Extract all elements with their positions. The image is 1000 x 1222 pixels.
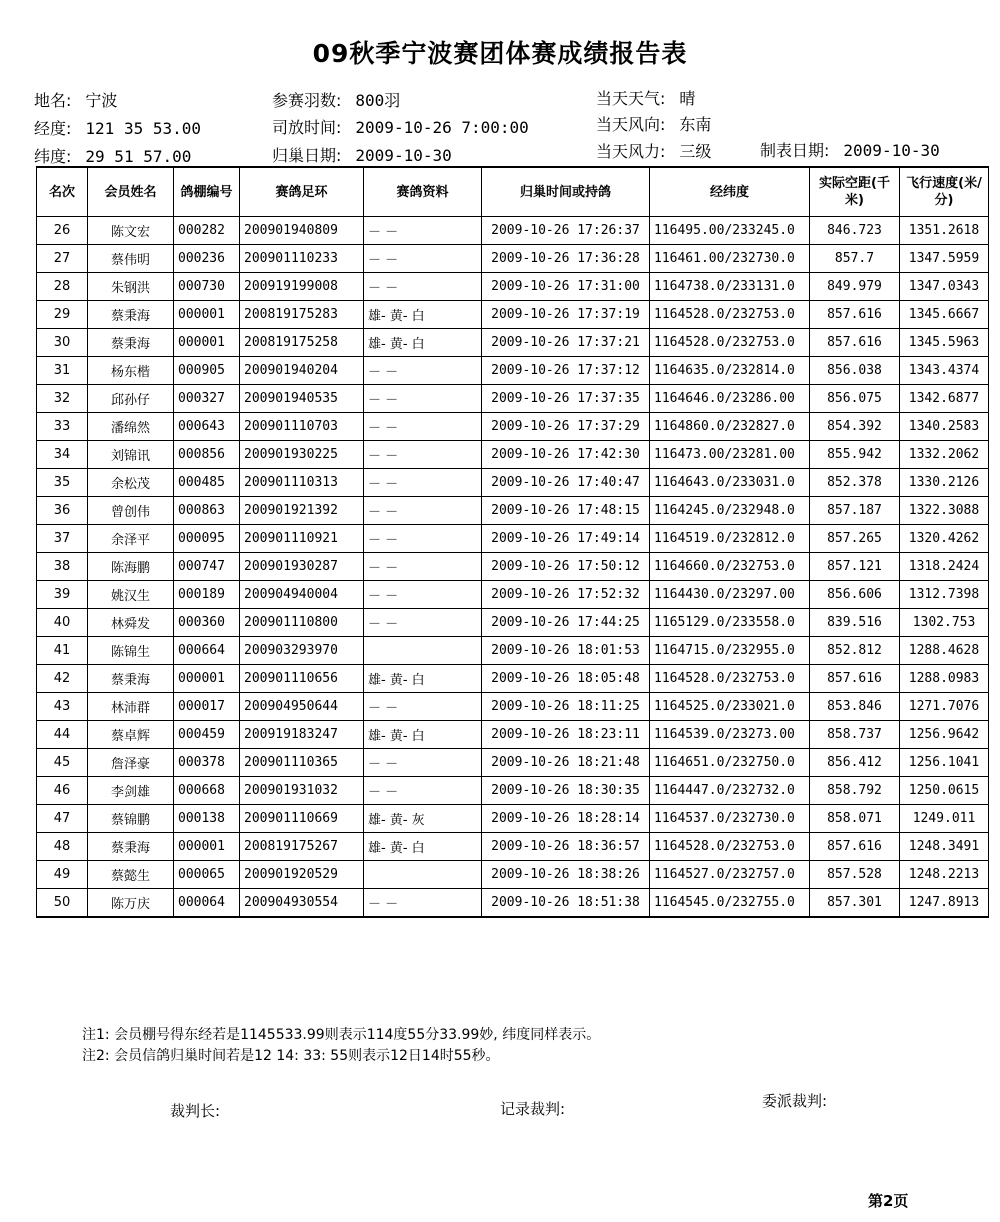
cell-speed: 1322.3088	[900, 497, 989, 525]
cell-coord: 1164528.0/232753.0	[650, 833, 810, 861]
cell-info: － －	[364, 217, 482, 245]
cell-loft: 000189	[174, 581, 240, 609]
cell-dist: 856.038	[810, 357, 900, 385]
cell-info: 雄- 黄- 白	[364, 721, 482, 749]
cell-speed: 1271.7076	[900, 693, 989, 721]
cell-loft: 000856	[174, 441, 240, 469]
cell-coord: 1164527.0/232757.0	[650, 861, 810, 889]
table-row	[37, 385, 989, 413]
cell-coord: 1164539.0/23273.00	[650, 721, 810, 749]
cell-time: 2009-10-26 17:37:19	[482, 301, 650, 329]
cell-info: － －	[364, 553, 482, 581]
cell-ring: 200819175283	[240, 301, 364, 329]
cell-dist: 857.616	[810, 329, 900, 357]
cell-coord: 1164519.0/232812.0	[650, 525, 810, 553]
cell-loft: 000360	[174, 609, 240, 637]
table-row	[37, 665, 989, 693]
cell-rank: 28	[37, 273, 88, 301]
weather-value: 晴	[679, 89, 696, 108]
meta-made-date	[760, 138, 940, 161]
table-row	[37, 441, 989, 469]
cell-time: 2009-10-26 17:42:30	[482, 441, 650, 469]
meta-return	[272, 143, 452, 166]
cell-loft: 000747	[174, 553, 240, 581]
table-row	[37, 861, 989, 889]
cell-time: 2009-10-26 17:37:29	[482, 413, 650, 441]
cell-speed: 1318.2424	[900, 553, 989, 581]
col-dist: 实际空距(千米)	[810, 167, 900, 217]
table-row	[37, 721, 989, 749]
table-row	[37, 413, 989, 441]
cell-name: 朱钢洪	[88, 273, 174, 301]
cell-info	[364, 861, 482, 889]
cell-rank: 37	[37, 525, 88, 553]
col-ring: 赛鸽足环	[240, 167, 364, 217]
cell-speed: 1342.6877	[900, 385, 989, 413]
cell-name: 陈文宏	[88, 217, 174, 245]
cell-dist: 849.979	[810, 273, 900, 301]
cell-name: 陈万庆	[88, 889, 174, 918]
cell-rank: 44	[37, 721, 88, 749]
cell-ring: 200901110233	[240, 245, 364, 273]
table-row	[37, 581, 989, 609]
cell-rank: 42	[37, 665, 88, 693]
cell-time: 2009-10-26 17:37:35	[482, 385, 650, 413]
cell-dist: 854.392	[810, 413, 900, 441]
table-row	[37, 889, 989, 918]
cell-dist: 857.616	[810, 301, 900, 329]
meta-release	[272, 115, 529, 138]
cell-ring: 200901110365	[240, 749, 364, 777]
cell-speed: 1345.6667	[900, 301, 989, 329]
cell-name: 蔡懿生	[88, 861, 174, 889]
cell-loft: 000664	[174, 637, 240, 665]
cell-ring: 200901110656	[240, 665, 364, 693]
cell-rank: 47	[37, 805, 88, 833]
cell-coord: 1164245.0/232948.0	[650, 497, 810, 525]
lat-value: 29 51 57.00	[85, 147, 192, 166]
meta-lat	[34, 144, 191, 167]
cell-ring: 200901940809	[240, 217, 364, 245]
cell-coord: 116461.00/232730.0	[650, 245, 810, 273]
meta-wind-force	[596, 139, 711, 162]
cell-loft: 000001	[174, 301, 240, 329]
cell-time: 2009-10-26 18:21:48	[482, 749, 650, 777]
cell-name: 蔡锦鹏	[88, 805, 174, 833]
cell-info: － －	[364, 357, 482, 385]
cell-coord: 1164528.0/232753.0	[650, 665, 810, 693]
wind-dir-value: 东南	[679, 115, 712, 134]
table-row	[37, 273, 989, 301]
cell-loft: 000095	[174, 525, 240, 553]
cell-rank: 32	[37, 385, 88, 413]
weather-label: 当天天气:	[596, 89, 666, 108]
cell-speed: 1340.2583	[900, 413, 989, 441]
recorder-judge-label: 记录裁判:	[500, 1100, 566, 1118]
cell-speed: 1256.9642	[900, 721, 989, 749]
cell-loft: 000065	[174, 861, 240, 889]
meta-lon	[34, 116, 201, 139]
table-row	[37, 833, 989, 861]
cell-rank: 38	[37, 553, 88, 581]
cell-rank: 39	[37, 581, 88, 609]
cell-loft: 000905	[174, 357, 240, 385]
cell-dist: 846.723	[810, 217, 900, 245]
cell-rank: 48	[37, 833, 88, 861]
cell-info: － －	[364, 469, 482, 497]
cell-coord: 1164545.0/232755.0	[650, 889, 810, 918]
cell-coord: 1164528.0/232753.0	[650, 329, 810, 357]
cell-speed: 1248.2213	[900, 861, 989, 889]
cell-speed: 1288.0983	[900, 665, 989, 693]
col-name: 会员姓名	[88, 167, 174, 217]
cell-coord: 1164660.0/232753.0	[650, 553, 810, 581]
cell-time: 2009-10-26 18:23:11	[482, 721, 650, 749]
cell-info: － －	[364, 525, 482, 553]
cell-loft: 000730	[174, 273, 240, 301]
cell-dist: 852.378	[810, 469, 900, 497]
meta-weather	[596, 86, 695, 109]
cell-dist: 853.846	[810, 693, 900, 721]
col-info: 赛鸽资料	[364, 167, 482, 217]
cell-speed: 1332.2062	[900, 441, 989, 469]
table-row	[37, 245, 989, 273]
cell-rank: 30	[37, 329, 88, 357]
cell-loft: 000459	[174, 721, 240, 749]
cell-ring: 200903293970	[240, 637, 364, 665]
cell-dist: 857.121	[810, 553, 900, 581]
cell-info: － －	[364, 889, 482, 918]
col-loft: 鸽棚编号	[174, 167, 240, 217]
cell-coord: 1164430.0/23297.00	[650, 581, 810, 609]
cell-info: 雄- 黄- 白	[364, 329, 482, 357]
cell-info: － －	[364, 609, 482, 637]
table-row	[37, 749, 989, 777]
cell-name: 姚汉生	[88, 581, 174, 609]
cell-coord: 1164738.0/233131.0	[650, 273, 810, 301]
cell-ring: 200901931032	[240, 777, 364, 805]
cell-dist: 857.187	[810, 497, 900, 525]
cell-time: 2009-10-26 18:36:57	[482, 833, 650, 861]
cell-rank: 31	[37, 357, 88, 385]
cell-info: 雄- 黄- 白	[364, 665, 482, 693]
cell-loft: 000138	[174, 805, 240, 833]
cell-name: 余泽平	[88, 525, 174, 553]
cell-ring: 200819175258	[240, 329, 364, 357]
cell-name: 潘绵然	[88, 413, 174, 441]
cell-info: － －	[364, 245, 482, 273]
cell-dist: 857.301	[810, 889, 900, 918]
cell-name: 蔡秉海	[88, 329, 174, 357]
cell-info: 雄- 黄- 白	[364, 301, 482, 329]
cell-ring: 200901110313	[240, 469, 364, 497]
cell-coord: 1164447.0/232732.0	[650, 777, 810, 805]
cell-speed: 1249.011	[900, 805, 989, 833]
cell-name: 杨东楷	[88, 357, 174, 385]
cell-rank: 34	[37, 441, 88, 469]
cell-speed: 1248.3491	[900, 833, 989, 861]
made-label: 制表日期:	[760, 141, 830, 160]
cell-rank: 50	[37, 889, 88, 918]
cell-rank: 36	[37, 497, 88, 525]
cell-ring: 200901110703	[240, 413, 364, 441]
cell-ring: 200901930225	[240, 441, 364, 469]
note-2: 注2: 会员信鸽归巢时间若是12 14: 33: 55则表示12日14时55秒。	[82, 1048, 500, 1064]
cell-loft: 000863	[174, 497, 240, 525]
cell-time: 2009-10-26 17:44:25	[482, 609, 650, 637]
wind-dir-label: 当天风向:	[596, 115, 666, 134]
table-row	[37, 329, 989, 357]
cell-info: － －	[364, 273, 482, 301]
cell-name: 詹泽豪	[88, 749, 174, 777]
cell-name: 邱孙仔	[88, 385, 174, 413]
results-table	[36, 166, 989, 918]
cell-name: 林沛群	[88, 693, 174, 721]
cell-time: 2009-10-26 18:51:38	[482, 889, 650, 918]
cell-loft: 000485	[174, 469, 240, 497]
cell-ring: 200901110669	[240, 805, 364, 833]
cell-name: 蔡秉海	[88, 301, 174, 329]
cell-loft: 000668	[174, 777, 240, 805]
report-title: 09秋季宁波赛团体赛成绩报告表	[312, 39, 688, 68]
cell-dist: 857.265	[810, 525, 900, 553]
cell-time: 2009-10-26 17:31:00	[482, 273, 650, 301]
cell-name: 陈海鹏	[88, 553, 174, 581]
page-number: 第2页	[868, 1192, 909, 1210]
cell-speed: 1347.0343	[900, 273, 989, 301]
cell-name: 李剑雄	[88, 777, 174, 805]
cell-ring: 200919199008	[240, 273, 364, 301]
cell-time: 2009-10-26 17:52:32	[482, 581, 650, 609]
cell-dist: 857.7	[810, 245, 900, 273]
cell-ring: 200904940004	[240, 581, 364, 609]
release-value: 2009-10-26 7:00:00	[355, 118, 529, 137]
chief-judge-label: 裁判长:	[170, 1102, 221, 1120]
cell-speed: 1351.2618	[900, 217, 989, 245]
table-row	[37, 805, 989, 833]
cell-time: 2009-10-26 17:36:28	[482, 245, 650, 273]
cell-speed: 1345.5963	[900, 329, 989, 357]
cell-info: 雄- 黄- 白	[364, 833, 482, 861]
cell-coord: 1164635.0/232814.0	[650, 357, 810, 385]
count-label: 参赛羽数:	[272, 91, 342, 110]
cell-loft: 000001	[174, 833, 240, 861]
cell-name: 蔡伟明	[88, 245, 174, 273]
cell-rank: 49	[37, 861, 88, 889]
cell-loft: 000378	[174, 749, 240, 777]
cell-speed: 1250.0615	[900, 777, 989, 805]
cell-dist: 839.516	[810, 609, 900, 637]
col-speed: 飞行速度(米/分)	[900, 167, 989, 217]
cell-name: 陈锦生	[88, 637, 174, 665]
cell-coord: 1165129.0/233558.0	[650, 609, 810, 637]
table-row	[37, 217, 989, 245]
cell-speed: 1343.4374	[900, 357, 989, 385]
cell-loft: 000643	[174, 413, 240, 441]
cell-time: 2009-10-26 18:05:48	[482, 665, 650, 693]
cell-time: 2009-10-26 18:11:25	[482, 693, 650, 721]
cell-ring: 200901110921	[240, 525, 364, 553]
table-row	[37, 301, 989, 329]
cell-dist: 855.942	[810, 441, 900, 469]
col-rank: 名次	[37, 167, 88, 217]
cell-coord: 1164537.0/232730.0	[650, 805, 810, 833]
table-row	[37, 609, 989, 637]
cell-coord: 1164715.0/232955.0	[650, 637, 810, 665]
cell-dist: 858.071	[810, 805, 900, 833]
table-row	[37, 469, 989, 497]
cell-rank: 33	[37, 413, 88, 441]
place-value: 宁波	[85, 91, 118, 110]
col-coord: 经纬度	[650, 167, 810, 217]
cell-time: 2009-10-26 17:37:12	[482, 357, 650, 385]
cell-speed: 1312.7398	[900, 581, 989, 609]
cell-rank: 43	[37, 693, 88, 721]
cell-dist: 857.528	[810, 861, 900, 889]
cell-rank: 45	[37, 749, 88, 777]
meta-wind-dir	[596, 112, 711, 135]
cell-time: 2009-10-26 17:37:21	[482, 329, 650, 357]
cell-info: － －	[364, 497, 482, 525]
cell-loft: 000001	[174, 665, 240, 693]
table-row	[37, 525, 989, 553]
cell-name: 蔡秉海	[88, 833, 174, 861]
cell-time: 2009-10-26 18:30:35	[482, 777, 650, 805]
cell-time: 2009-10-26 17:50:12	[482, 553, 650, 581]
cell-info: － －	[364, 693, 482, 721]
cell-coord: 1164528.0/232753.0	[650, 301, 810, 329]
cell-loft: 000282	[174, 217, 240, 245]
cell-info: － －	[364, 581, 482, 609]
cell-speed: 1320.4262	[900, 525, 989, 553]
cell-speed: 1302.753	[900, 609, 989, 637]
wind-force-value: 三级	[679, 142, 712, 161]
lon-label: 经度:	[34, 119, 72, 138]
delegate-judge-label: 委派裁判:	[762, 1092, 828, 1110]
cell-ring: 200901940535	[240, 385, 364, 413]
cell-speed: 1288.4628	[900, 637, 989, 665]
cell-ring: 200901921392	[240, 497, 364, 525]
cell-name: 林舜发	[88, 609, 174, 637]
place-label: 地名:	[34, 91, 72, 110]
lon-value: 121 35 53.00	[85, 119, 201, 138]
cell-info: － －	[364, 413, 482, 441]
return-label: 归巢日期:	[272, 146, 342, 165]
cell-name: 余松茂	[88, 469, 174, 497]
table-row	[37, 693, 989, 721]
cell-rank: 46	[37, 777, 88, 805]
cell-time: 2009-10-26 17:48:15	[482, 497, 650, 525]
cell-coord: 116495.00/233245.0	[650, 217, 810, 245]
cell-loft: 000017	[174, 693, 240, 721]
cell-coord: 1164646.0/23286.00	[650, 385, 810, 413]
cell-rank: 41	[37, 637, 88, 665]
cell-name: 曾创伟	[88, 497, 174, 525]
cell-dist: 857.616	[810, 665, 900, 693]
note-1: 注1: 会员棚号得东经若是1145533.99则表示114度55分33.99妙, 纬度同样表示。	[82, 1027, 601, 1043]
cell-info: 雄- 黄- 灰	[364, 805, 482, 833]
cell-rank: 35	[37, 469, 88, 497]
cell-coord: 1164860.0/232827.0	[650, 413, 810, 441]
meta-place	[34, 88, 117, 111]
cell-loft: 000064	[174, 889, 240, 918]
results-body	[37, 217, 989, 918]
cell-dist: 852.812	[810, 637, 900, 665]
cell-loft: 000001	[174, 329, 240, 357]
cell-time: 2009-10-26 18:28:14	[482, 805, 650, 833]
cell-dist: 858.792	[810, 777, 900, 805]
count-value: 800羽	[355, 91, 401, 110]
cell-ring: 200904930554	[240, 889, 364, 918]
table-row	[37, 553, 989, 581]
cell-name: 蔡秉海	[88, 665, 174, 693]
col-time: 归巢时间或持鸽	[482, 167, 650, 217]
cell-dist: 856.412	[810, 749, 900, 777]
wind-force-label: 当天风力:	[596, 142, 666, 161]
cell-ring: 200901940204	[240, 357, 364, 385]
table-row	[37, 777, 989, 805]
cell-coord: 116473.00/23281.00	[650, 441, 810, 469]
cell-time: 2009-10-26 18:01:53	[482, 637, 650, 665]
release-label: 司放时间:	[272, 118, 342, 137]
cell-ring: 200901110800	[240, 609, 364, 637]
made-value: 2009-10-30	[843, 141, 940, 160]
table-row	[37, 637, 989, 665]
header-row	[37, 167, 989, 217]
cell-coord: 1164643.0/233031.0	[650, 469, 810, 497]
cell-info	[364, 637, 482, 665]
cell-ring: 200819175267	[240, 833, 364, 861]
cell-info: － －	[364, 749, 482, 777]
cell-dist: 857.616	[810, 833, 900, 861]
cell-time: 2009-10-26 18:38:26	[482, 861, 650, 889]
cell-speed: 1347.5959	[900, 245, 989, 273]
cell-info: － －	[364, 777, 482, 805]
cell-rank: 26	[37, 217, 88, 245]
cell-coord: 1164525.0/233021.0	[650, 693, 810, 721]
meta-count	[272, 88, 400, 111]
cell-name: 刘锦讯	[88, 441, 174, 469]
cell-speed: 1330.2126	[900, 469, 989, 497]
return-value: 2009-10-30	[355, 146, 452, 165]
cell-loft: 000236	[174, 245, 240, 273]
table-row	[37, 497, 989, 525]
cell-ring: 200901930287	[240, 553, 364, 581]
cell-name: 蔡卓辉	[88, 721, 174, 749]
cell-info: － －	[364, 385, 482, 413]
cell-dist: 856.606	[810, 581, 900, 609]
table-row	[37, 357, 989, 385]
cell-ring: 200901920529	[240, 861, 364, 889]
cell-dist: 856.075	[810, 385, 900, 413]
cell-time: 2009-10-26 17:49:14	[482, 525, 650, 553]
cell-coord: 1164651.0/232750.0	[650, 749, 810, 777]
cell-time: 2009-10-26 17:26:37	[482, 217, 650, 245]
cell-ring: 200904950644	[240, 693, 364, 721]
cell-speed: 1256.1041	[900, 749, 989, 777]
cell-dist: 858.737	[810, 721, 900, 749]
cell-info: － －	[364, 441, 482, 469]
cell-ring: 200919183247	[240, 721, 364, 749]
cell-rank: 40	[37, 609, 88, 637]
cell-rank: 29	[37, 301, 88, 329]
lat-label: 纬度:	[34, 147, 72, 166]
cell-loft: 000327	[174, 385, 240, 413]
cell-rank: 27	[37, 245, 88, 273]
cell-time: 2009-10-26 17:40:47	[482, 469, 650, 497]
cell-speed: 1247.8913	[900, 889, 989, 918]
